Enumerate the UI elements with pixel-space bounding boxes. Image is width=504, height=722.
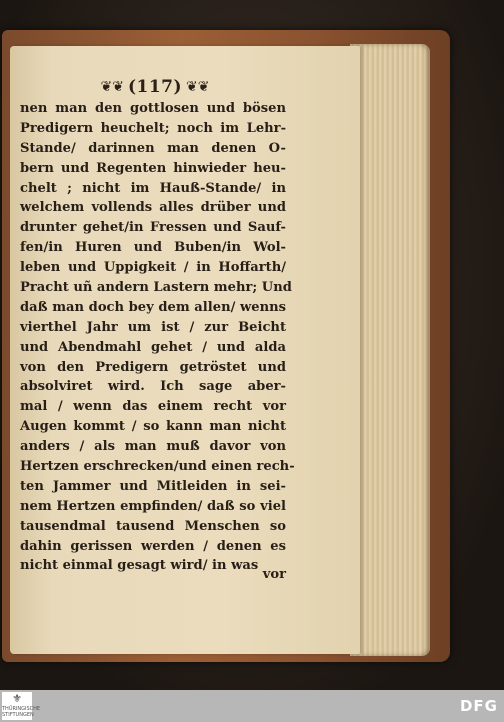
text-line: chelt ; nicht im Hauß-Stande/ in <box>20 180 286 196</box>
text-line: welchem vollends alles drüber und <box>20 200 286 216</box>
text-line: fen/in Huren und Buben/in Wol- <box>20 240 286 256</box>
text-line: Predigern heuchelt; noch im Lehr- <box>20 120 286 136</box>
text-line: nen man den gottlosen und bösen <box>20 101 286 116</box>
ornament-left-icon: ❦❦ <box>100 79 124 95</box>
text-line: dahin gerissen werden / denen es <box>20 538 286 554</box>
text-line: absolviret wird. Ich sage aber- <box>20 379 286 395</box>
text-line: Pracht uñ andern Lastern mehr; Und <box>20 280 292 296</box>
dfg-logo[interactable]: DFG <box>459 697 498 715</box>
text-line: drunter gehet/in Fressen und Sauf- <box>20 220 286 236</box>
text-line: nem Hertzen empfinden/ daß so viel <box>20 498 286 514</box>
page-number: (117) <box>127 77 183 97</box>
ornament-right-icon: ❦❦ <box>186 79 210 95</box>
text-line: von den Predigern getröstet und <box>20 359 286 375</box>
text-line: mal / wenn das einem recht vor <box>20 399 286 415</box>
text-line: und Abendmahl gehet / und alda <box>20 339 286 355</box>
page-header <box>96 76 214 98</box>
library-seal-icon: ⚜ <box>12 692 22 705</box>
text-line: leben und Uppigkeit / in Hoffarth/ <box>20 260 286 276</box>
library-logo[interactable] <box>2 692 41 720</box>
catchword: vor <box>262 567 286 582</box>
text-line: vierthel Jahr um ist / zur Beicht <box>20 319 286 335</box>
viewer-footer <box>0 690 504 722</box>
text-line: nicht einmal gesagt wird/ in was <box>20 558 259 574</box>
page-edges <box>350 44 430 656</box>
text-line: ten Jammer und Mitleiden in sei- <box>20 478 286 494</box>
text-line: bern und Regenten hinwieder heu- <box>20 160 286 176</box>
text-line: Hertzen erschrecken/und einen rech- <box>20 459 295 475</box>
text-line: daß man doch bey dem allen/ wenns <box>20 299 286 315</box>
library-logo-text: THÜRINGISCHE STIFTUNGEN <box>2 706 41 718</box>
text-line: Augen kommt / so kann man nicht <box>20 419 286 435</box>
body-text <box>20 99 295 576</box>
text-line: Stande/ darinnen man denen O- <box>20 140 286 156</box>
text-line: anders / als man muß davor von <box>20 439 286 455</box>
text-line: tausendmal tausend Menschen so <box>20 518 286 534</box>
